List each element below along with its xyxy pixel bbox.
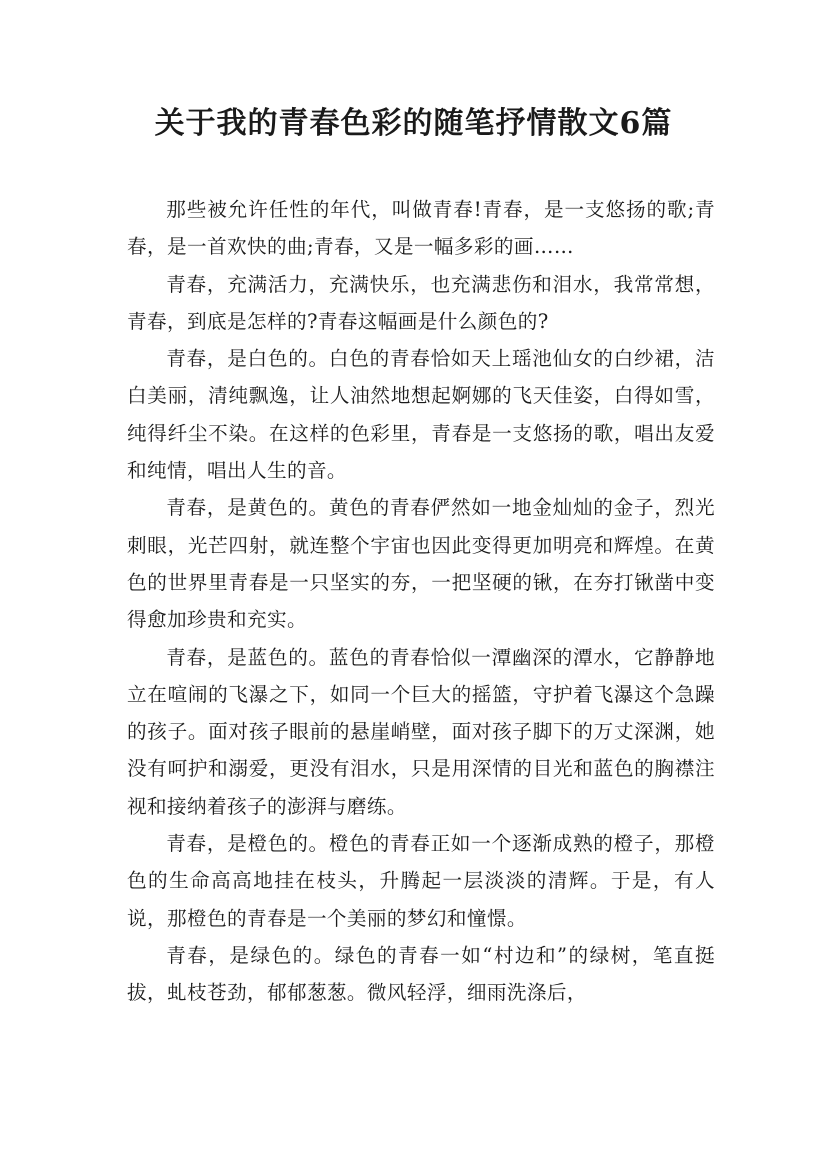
paragraph: 青春，是黄色的。黄色的青春俨然如一地金灿灿的金子，烈光刺眼，光芒四射，就连整个宇宙也因此变得更加明亮和辉煌。在黄色的世界里青春是一只坚实的夯，一把坚硬的锹，在夯打锹凿中变得愈加珍贵和充实。 [127, 496, 715, 632]
paragraph: 青春，充满活力，充满快乐，也充满悲伤和泪水，我常常想，青春，到底是怎样的?青春这幅画是什么颜色的? [127, 272, 715, 333]
paragraph: 那些被允许任性的年代，叫做青春!青春，是一支悠扬的歌;青春，是一首欢快的曲;青春，又是一幅多彩的画…… [127, 198, 715, 259]
document-body [127, 191, 715, 1012]
paragraph: 青春，是白色的。白色的青春恰如天上瑶池仙女的白纱裙，洁白美丽，清纯飘逸，让人油然地想起婀娜的飞天佳姿，白得如雪，纯得纤尘不染。在这样的色彩里，青春是一支悠扬的歌，唱出友爱和纯情，唱出人生的音。 [127, 347, 715, 483]
paragraph: 青春，是绿色的。绿色的青春一如“村边和”的绿树，笔直挺拔，虬枝苍劲，郁郁葱葱。微风轻浮，细雨洗涤后， [127, 943, 715, 1005]
paragraph: 青春，是蓝色的。蓝色的青春恰似一潭幽深的潭水，它静静地立在喧闹的飞瀑之下，如同一个巨大的摇篮，守护着飞瀑这个急躁的孩子。面对孩子眼前的悬崖峭壁，面对孩子脚下的万丈深渊，她没有呵护和溺爱，更没有泪水，只是用深情的目光和蓝色的胸襟注视和接纳着孩子的澎湃与磨练。 [127, 645, 715, 818]
paragraph: 青春，是橙色的。橙色的青春正如一个逐渐成熟的橙子，那橙色的生命高高地挂在枝头，升腾起一层淡淡的清辉。于是，有人说，那橙色的青春是一个美丽的梦幻和憧憬。 [127, 832, 715, 930]
document-title: 关于我的青春色彩的随笔抒情散文6篇 [154, 106, 673, 141]
